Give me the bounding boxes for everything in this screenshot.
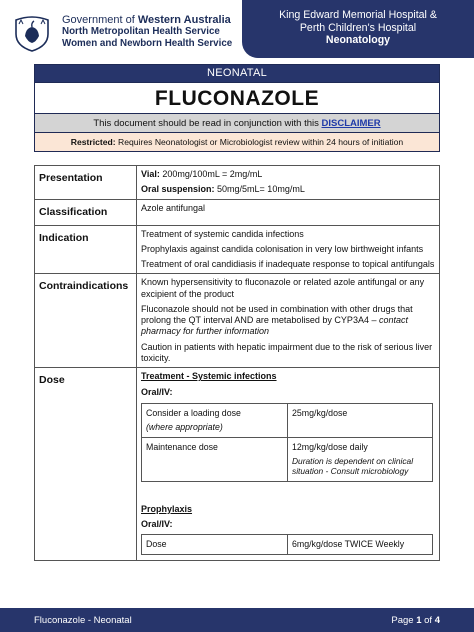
prophylaxis-route: Oral/IV:: [141, 518, 173, 529]
pharmacy-note: contact pharmacy for further information: [141, 315, 408, 337]
disclaimer-text: This document should be read in conjunction with this: [93, 118, 322, 129]
contraindication-item: [141, 304, 435, 338]
contraindications-value: [137, 274, 440, 368]
wa-government-crest-icon: [12, 14, 52, 52]
classification-row: [35, 199, 440, 225]
prophylaxis-dose-label: Dose: [142, 535, 288, 555]
hospital-name-line1: King Edward Memorial Hospital &: [279, 9, 437, 21]
document-header: [0, 0, 474, 58]
treatment-heading: Treatment - Systemic infections: [141, 371, 277, 382]
indication-value: [137, 225, 440, 274]
prophylaxis-dose-row: [142, 535, 433, 555]
contraindications-row: [35, 274, 440, 368]
disclaimer-link[interactable]: DISCLAIMER: [321, 118, 381, 129]
disclaimer-bar: [35, 113, 439, 132]
qt-interaction-text: Fluconazole should not be used in combination with other drugs that prolong the QT interval AND are metabolised by CYP3A4 –: [141, 303, 413, 326]
indication-row: [35, 225, 440, 274]
presentation-value: [137, 166, 440, 200]
dose-label: Dose: [35, 368, 137, 561]
health-service-division: Women and Newborn Health Service: [62, 38, 233, 49]
dose-value: [137, 368, 440, 561]
restriction-bar: [35, 132, 439, 151]
hospital-banner: [242, 0, 474, 58]
treatment-route: Oral/IV:: [141, 387, 173, 398]
monograph-table: [34, 165, 440, 561]
gov-name-prefix: Government of: [62, 14, 138, 26]
indication-item: Treatment of systemic candida infections: [141, 228, 304, 239]
health-service-name: North Metropolitan Health Service: [62, 26, 220, 37]
maintenance-dose-cell: [288, 437, 433, 481]
page-current: 1: [416, 615, 422, 626]
department-name: Neonatology: [325, 34, 391, 46]
prophylaxis-heading: Prophylaxis: [141, 503, 193, 514]
oral-text: 50mg/5mL= 10mg/mL: [214, 184, 305, 195]
oral-label: Oral suspension:: [141, 184, 215, 195]
indication-item: Treatment of oral candidiasis if inadequate response to topical antifungals: [141, 259, 435, 270]
presentation-label: Presentation: [35, 166, 137, 200]
maintenance-dose-label: Maintenance dose: [142, 437, 288, 481]
contraindication-item: Known hypersensitivity to fluconazole or related azole antifungal or any excipient of the product: [141, 277, 425, 299]
footer-document-title: Fluconazole - Neonatal: [34, 615, 132, 626]
prophylaxis-dose-table: [141, 534, 433, 555]
loading-dose-cell: [142, 403, 288, 437]
loading-dose-row: [142, 403, 433, 437]
drug-title: FLUCONAZOLE: [35, 82, 439, 113]
restriction-text: Requires Neonatologist or Microbiologist review within 24 hours of initiation: [115, 137, 404, 147]
loading-dose-label: Consider a loading dose: [146, 407, 241, 418]
maintenance-dose-row: [142, 437, 433, 481]
classification-label: Classification: [35, 199, 137, 225]
oral-suspension-line: [141, 184, 435, 195]
maintenance-dose-value: 12mg/kg/dose daily: [292, 441, 368, 452]
title-block: [34, 64, 440, 152]
presentation-row: [35, 166, 440, 200]
vial-line: [141, 169, 435, 180]
page-of: of: [421, 615, 435, 626]
classification-value: Azole antifungal: [137, 199, 440, 225]
loading-dose-note: (where appropriate): [146, 421, 223, 432]
indication-label: Indication: [35, 225, 137, 274]
gov-name-state: Western Australia: [137, 14, 231, 26]
page-prefix: Page: [391, 615, 417, 626]
category-banner: NEONATAL: [35, 65, 439, 82]
contraindication-item: Caution in patients with hepatic impairment due to the risk of serious liver toxicity.: [141, 341, 433, 363]
loading-dose-value: 25mg/kg/dose: [288, 403, 433, 437]
vial-text: 200mg/100mL = 2mg/mL: [159, 169, 263, 179]
vial-label: Vial:: [141, 169, 160, 179]
hospital-name-line2: Perth Children's Hospital: [299, 21, 417, 34]
contraindications-label: Contraindications: [35, 274, 137, 368]
dose-row: [35, 368, 440, 561]
maintenance-duration-note: Duration is dependent on clinical situation - Consult microbiology: [292, 455, 414, 477]
page-number: [391, 615, 440, 627]
page-total: 4: [434, 615, 440, 626]
treatment-dose-table: [141, 403, 433, 482]
restriction-label: Restricted:: [70, 137, 116, 147]
indication-item: Prophylaxis against candida colonisation in very low birthweight infants: [141, 243, 424, 254]
page-footer: [0, 608, 474, 632]
government-branding: [62, 14, 232, 50]
prophylaxis-dose-value: 6mg/kg/dose TWICE Weekly: [288, 535, 433, 555]
